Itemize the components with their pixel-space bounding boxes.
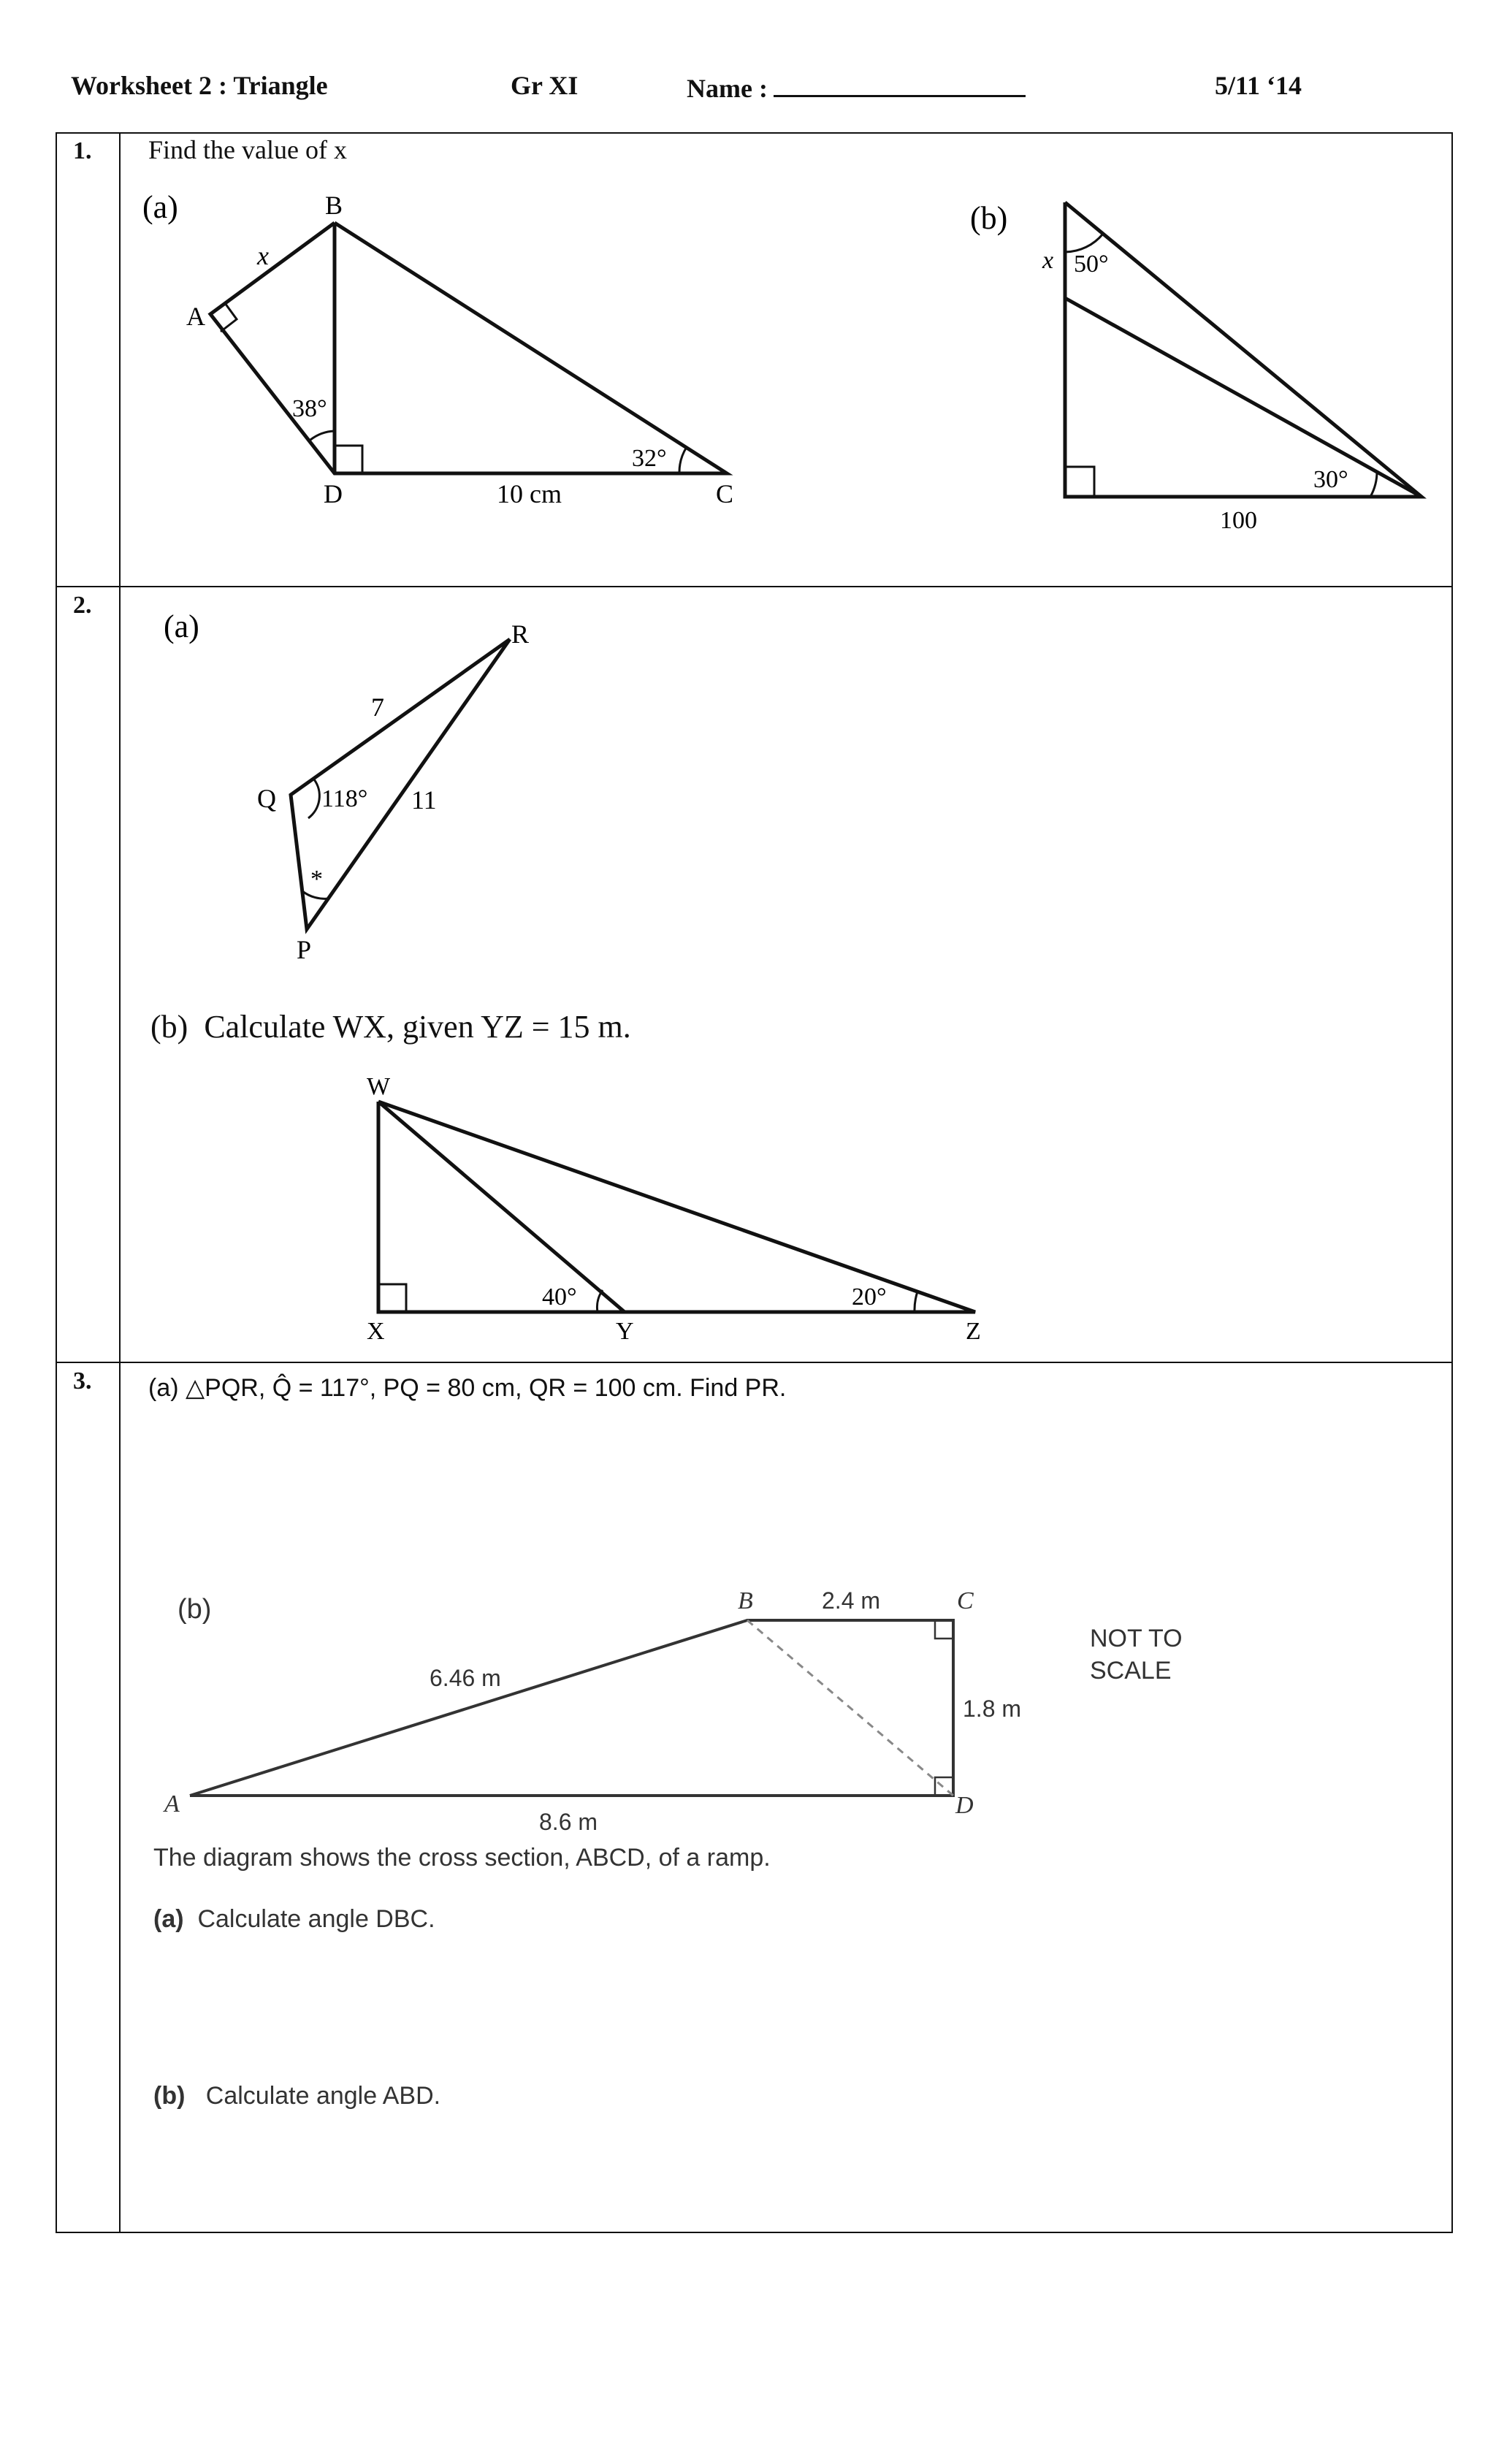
q2a-side-pr: 11 <box>411 785 437 815</box>
q1b-part-label: (b) <box>970 200 1008 236</box>
q1b-angle-arc-top <box>1065 234 1103 252</box>
q1a-label-c: C <box>716 479 734 508</box>
q1a-side-dc: 10 cm <box>497 479 562 508</box>
q3b-sub-b-text: Calculate angle ABD. <box>205 2082 441 2110</box>
q3b-sub-b <box>153 2082 440 2110</box>
q1a-right-angle-d <box>335 446 362 473</box>
number-column-divider <box>119 132 121 2233</box>
q2b-angle-z: 20° <box>852 1284 887 1311</box>
q3b-label-c: C <box>957 1587 974 1614</box>
q1b-outline <box>1065 202 1421 497</box>
worksheet-date: 5/11 ‘14 <box>1215 71 1302 100</box>
q2b-label-y: Y <box>616 1318 634 1345</box>
q2b-line-wy <box>378 1102 625 1312</box>
q3b-side-ad: 8.6 m <box>539 1809 598 1835</box>
q3b-note-line1: NOT TO <box>1090 1625 1183 1652</box>
q3b-label-a: A <box>164 1790 180 1818</box>
row-divider-1 <box>56 586 1453 587</box>
q2b-prompt: Calculate WX, given YZ = 15 m. <box>204 1009 631 1045</box>
q1a-angle-arc-c <box>679 447 687 473</box>
q1a-label-a: A <box>186 302 205 331</box>
question-1-number: 1. <box>73 137 92 164</box>
q2b-label-x: X <box>367 1318 385 1345</box>
q2a-angle-p: * <box>310 866 323 893</box>
q1b-inner-line <box>1065 298 1421 497</box>
q1a-angle-arc-d <box>310 431 335 440</box>
q2b-part-label: (b) <box>150 1009 188 1045</box>
q1a-label-x: x <box>257 241 269 270</box>
q1a-angle-d: 38° <box>292 395 327 422</box>
q1b-angle-arc-right <box>1370 471 1377 497</box>
q2b-label-w: W <box>367 1073 391 1100</box>
q2a-label-p: P <box>297 935 312 964</box>
q1b-label-x: x <box>1042 247 1054 274</box>
q3b-side-ab: 6.46 m <box>430 1665 501 1691</box>
q1b-base: 100 <box>1220 507 1257 534</box>
q3b-outline <box>190 1620 953 1796</box>
q3b-label-b: B <box>738 1587 753 1614</box>
name-blank-line <box>774 70 1026 97</box>
q3b-part-label: (b) <box>178 1594 212 1625</box>
q2a-label-q: Q <box>257 784 276 813</box>
q2a-triangle-diagram <box>146 599 599 979</box>
q2b-triangle-diagram <box>351 1067 1023 1351</box>
q2b-right-angle <box>378 1284 406 1312</box>
q3b-side-cd: 1.8 m <box>963 1696 1022 1722</box>
grade-label: Gr XI <box>511 71 579 100</box>
q1a-angle-c: 32° <box>632 445 667 472</box>
q3b-ramp-diagram <box>146 1578 1242 1841</box>
question-2-number: 2. <box>73 592 92 619</box>
q1a-triangle-diagram <box>131 183 760 519</box>
q1a-label-d: D <box>324 479 343 508</box>
q3b-note-line2: SCALE <box>1090 1657 1172 1685</box>
q3a-prompt: (a) △PQR, Q̂ = 117°, PQ = 80 cm, QR = 100 cm. Find PR. <box>148 1374 787 1402</box>
q3b-label-d: D <box>955 1792 974 1819</box>
name-label: Name : <box>687 74 768 103</box>
q2a-label-r: R <box>511 619 530 649</box>
q1b-angle-right: 30° <box>1313 466 1348 493</box>
q2b-prompt-line <box>150 1008 631 1045</box>
q3b-sub-b-label: (b) <box>153 2082 186 2110</box>
q2b-angle-arc-z <box>915 1292 917 1312</box>
q2b-label-z: Z <box>966 1318 981 1345</box>
q3b-sub-a <box>153 1905 435 1934</box>
q2a-angle-arc-q <box>308 779 319 818</box>
q3b-sub-a-label: (a) <box>153 1905 184 1933</box>
q3b-side-bc: 2.4 m <box>822 1587 881 1614</box>
q2a-part-label: (a) <box>164 609 199 644</box>
q3b-diagonal-bd <box>747 1620 953 1796</box>
name-field <box>687 70 1026 104</box>
q3b-sub-a-text: Calculate angle DBC. <box>197 1905 435 1933</box>
q2a-angle-q: 118° <box>321 785 368 812</box>
row-divider-2 <box>56 1362 1453 1363</box>
q1b-angle-top: 50° <box>1074 251 1109 278</box>
q3b-description: The diagram shows the cross section, ABCD, of a ramp. <box>153 1844 771 1872</box>
q2a-side-qr: 7 <box>371 693 384 722</box>
worksheet-title: Worksheet 2 : Triangle <box>71 71 328 100</box>
q2b-angle-y: 40° <box>542 1284 577 1311</box>
q2b-outline <box>378 1102 975 1312</box>
q1a-part-label: (a) <box>142 189 178 225</box>
question-1-prompt: Find the value of x <box>148 135 347 164</box>
q1b-right-angle <box>1065 467 1094 497</box>
q1a-outline <box>210 223 727 473</box>
q1b-triangle-diagram <box>957 186 1439 544</box>
q2a-outline <box>291 639 510 929</box>
question-3-number: 3. <box>73 1368 92 1395</box>
q1a-label-b: B <box>325 191 343 220</box>
q2b-angle-arc-y <box>597 1290 603 1312</box>
q3b-right-angle-c <box>935 1620 953 1639</box>
worksheet-header <box>0 70 1496 107</box>
